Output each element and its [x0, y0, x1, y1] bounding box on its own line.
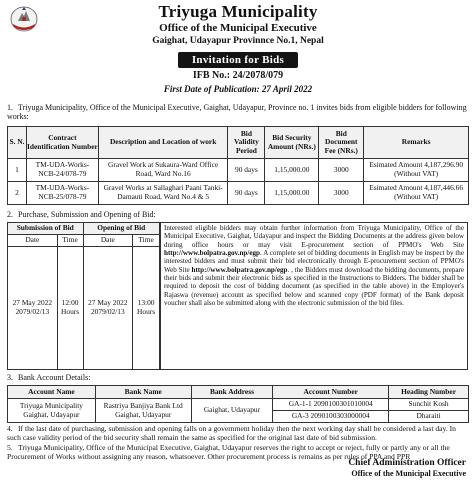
bank-address-header: Bank Address — [191, 386, 273, 399]
col-desc-header: Description and Location of work — [98, 127, 228, 159]
col-fee-header: Bid Document Fee (NRs.) — [319, 127, 364, 159]
account-number: GA-1-1 2090100301010004 — [273, 399, 389, 411]
opening-date: 27 May 2022 2079/02/13 — [83, 247, 133, 370]
account-name: Triyuga Municipality Gaighat, Udayapur — [8, 399, 96, 423]
opening-time-label: Time — [133, 235, 160, 247]
account-name-header: Account Name — [8, 386, 96, 399]
col-security-header: Bid Security Amount (NRs.) — [265, 127, 319, 159]
submission-header: Submission of Bid — [8, 223, 84, 235]
submission-time-label: Time — [57, 235, 83, 247]
signature-title: Chief Administration Officer — [348, 458, 466, 468]
invitation-banner: Invitation for Bids — [178, 52, 298, 68]
submission-time: 12:00 Hours — [57, 247, 83, 370]
submission-date: 27 May 2022 2079/02/13 — [8, 247, 58, 370]
bid-schedule-table — [7, 222, 160, 370]
col-sn-header: S. N. — [8, 127, 27, 159]
account-number-header: Account Number — [273, 386, 389, 399]
table-row: 1 TM-UDA-Works-NCB-24/078-79 Gravel Work at Sukaura-Ward Office Road, Ward No.16 90 days 1,15,000.00 3000 Esimated Amount 4,187,296.90 (Without VAT) — [8, 159, 469, 182]
section3-heading: 3. Bank Account Details: — [7, 373, 91, 382]
col-validity-header: Bid Validity Period — [228, 127, 265, 159]
section4-paragraph: 4. If the last date of purchasing, submission and opening falls on a government holiday then the next working day shall be considered a last day. In such case validity period of the bid security shall remain the same as specified for the original last date of bid submission. — [7, 424, 456, 442]
bank-address: Gaighat, Udayapur — [191, 399, 273, 423]
bid-instructions: Interested eligible bidders may obtain further information from Triyuga Municipality, Office of the Municipal Executive, Gaighat, Udayapur and inspect the Bidding Documents at the address given below during office hours or may visit E-procurement section of PPMO's Web Site http://www.bolpatra.gov.np/egp. A complete set of bidding documents in English may be inspect by the interested bidders and must submit their bid electronically through E-procurement section of PPMO's Web Site http://www.bolpatra.gov.np/egp. , the Bidders must download the bidding documents, prepare their bids and submit their electronic bids as specified in the Instructions to Bidders. The bidder shall be required to deposit the cost of bidding document (as specified in the table above) in the Employer's Rajaswa (revenue) account as specified below and scanned copy (PDF format) of the Bank deposit voucher shall also be submitted along with the electronic submission of the bid files. — [160, 222, 468, 370]
account-number: GA-3 2090100303000004 — [273, 411, 389, 423]
col-remarks-header: Remarks — [364, 127, 469, 159]
opening-header: Opening of Bid — [83, 223, 160, 235]
heading-number: Sunchit Kosh — [389, 399, 469, 411]
heading-number: Dharaiti — [389, 411, 469, 423]
notice-header — [0, 2, 476, 95]
table-row: 2 TM-UDA-Works-NCB-25/078-79 Gravel Works at Sallaghari Paani Tanki-Damauti Road, Ward No.4 & 5 90 days 1,15,000.00 3000 Esimated Amount 4,187,446.66 (Without VAT) — [8, 182, 469, 205]
signature-office: Office of the Municipal Executive — [351, 469, 466, 478]
section5-paragraph: 5. Triyuga Municipality, Office of the Municipal Executive, Gaighat, Udayapur reserves the right to accept or reject, fully or partly any or all the Procurement of Works without assigning any reason, whatsoever. Other procurement process is remains as per rules of PPA and PPR — [7, 443, 450, 461]
publication-date: First Date of Publication: 27 April 2022 — [163, 84, 313, 94]
bank-name-header: Bank Name — [95, 386, 191, 399]
col-id-header: Contract Identification Number — [26, 127, 98, 159]
opening-date-label: Date — [83, 235, 133, 247]
opening-time: 13:00 Hours — [133, 247, 160, 370]
egp-link[interactable]: http://www.bolpatra.gov.np/egp — [191, 265, 288, 274]
office-address: Gaighat, Udayapur Provinnce No.1, Nepal — [152, 36, 324, 46]
ifb-number: IFB No.: 24/2078/079 — [192, 70, 284, 81]
intro-paragraph: 1. Triyuga Municipality, Office of the Municipal Executive, Gaighat, Udayapur, Province no. 1 invites bids from eligible bidders for following works: — [7, 103, 467, 122]
bank-table — [7, 385, 469, 423]
works-table — [7, 126, 469, 205]
submission-date-label: Date — [8, 235, 58, 247]
egp-link[interactable]: http://www.bolpatra.gov.np/egp — [164, 249, 260, 258]
bank-name: Rastriya Banjiya Bank Ltd Gaighat, Udayapur — [95, 399, 191, 423]
office-subtitle: Office of the Municipal Executive — [159, 22, 317, 34]
heading-number-header: Heading Number — [389, 386, 469, 399]
table-row — [8, 399, 469, 411]
section2-heading: 2. Purchase, Submission and Opening of Bid: — [7, 210, 156, 219]
page-title: Triyuga Municipality — [158, 2, 318, 21]
